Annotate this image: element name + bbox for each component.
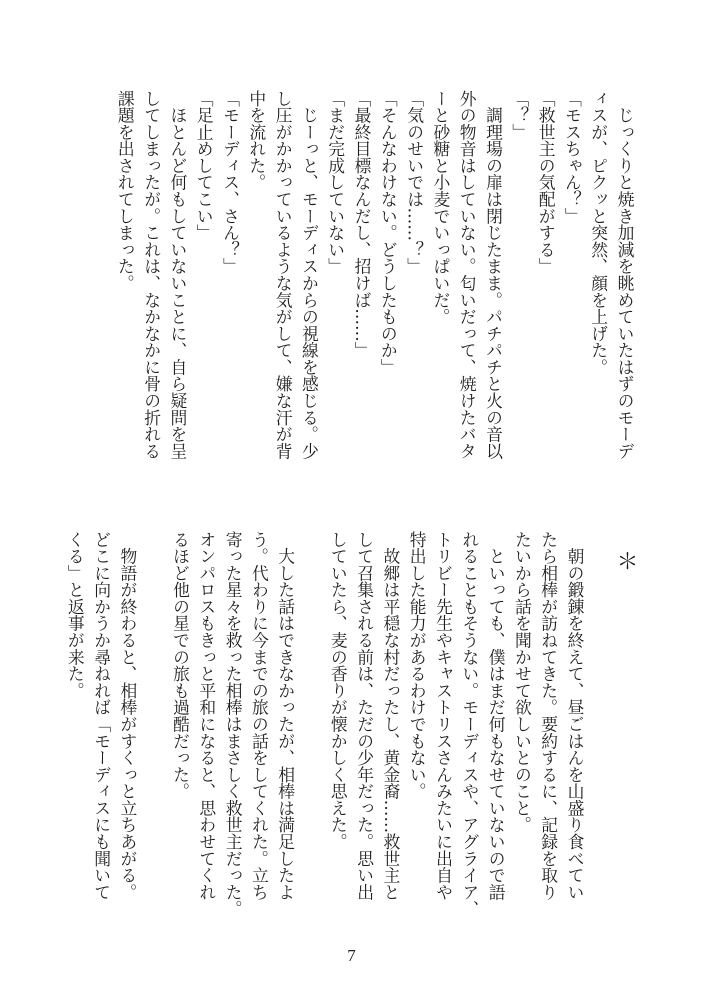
- text-column: るほど他の星での旅も過酷だった。: [170, 531, 191, 800]
- page-number: 7: [347, 946, 356, 965]
- text-column: 調理場の扉は閉じたまま。パチパチと火の音以: [483, 90, 504, 460]
- text-column: 「モスちゃん？」: [562, 90, 583, 225]
- text-column: ーと砂糖と小麦でいっぱいだ。: [430, 90, 451, 326]
- text-column: していたら、麦の香りが懐かしく思えた。: [328, 531, 349, 851]
- text-column: ほとんど何もしていないことに、自ら疑問を呈: [167, 90, 188, 460]
- text-column: 外の物音はしていない。匂いだって、焼けたバタ: [457, 90, 478, 460]
- text-column: ィスが、ピクッと突然、顔を上げた。: [588, 90, 609, 376]
- text-column: じーっと、モーディスからの視線を感じる。少: [299, 90, 320, 460]
- text-column: 朝の鍛錬を終えて、昼ごはんを山盛り食べてい: [565, 531, 585, 901]
- text-column: し圧がかかっているような気がして、嫌な汗が背: [273, 90, 294, 460]
- text-column: う。代わりに今までの旅の話をしてくれた。立ち: [249, 531, 270, 901]
- text-column: くる」と返事が来た。: [65, 531, 86, 699]
- text-column: 「気のせいでは……？」: [404, 90, 425, 275]
- text-column: たいから話を聞かせて欲しいとのこと。: [512, 531, 533, 834]
- text-column: 「そんなわけない。どうしたものか」: [378, 90, 399, 376]
- text-column: 寄った星々を救った相棒はまさしく救世主だった。: [223, 531, 244, 918]
- text-column: れることもそうない。モーディスや、アグライア、: [459, 531, 480, 918]
- text-column: といっても、僕はまだ何もなせていないので語: [486, 531, 507, 901]
- text-column: 「？」: [509, 90, 530, 141]
- text-column: たら相棒が訪ねてきた。要約するに、記録を取り: [538, 531, 559, 901]
- scene-break-asterisk: ＊: [613, 550, 638, 572]
- text-column: 「足止めしてこい」: [194, 90, 215, 242]
- text-column: 故郷は平穏な村だったし、黄金裔……救世主と: [380, 531, 401, 901]
- text-column: 物語が終わると、相棒がすくっと立ちあがる。: [117, 531, 138, 901]
- text-column: 特出した能力があるわけでもない。: [407, 531, 428, 800]
- text-column: オンパロスもきっと平和になると、思わせてくれ: [196, 531, 217, 901]
- text-column: じっくりと焼き加減を眺めていたはずのモーデ: [615, 90, 635, 460]
- text-column: 「モーディス、さん？」: [220, 90, 241, 275]
- text-column: 「最終目標なんだし、招けば……」: [352, 90, 372, 359]
- text-column: して召集される前は、ただの少年だった。思い出: [354, 531, 375, 901]
- text-column: 大した話はできなかったが、相棒は満足したよ: [275, 531, 296, 901]
- text-column: 「救世主の気配がする」: [536, 90, 557, 275]
- text-column: 課題を出されてしまった。: [115, 90, 136, 292]
- text-column: 中を流れた。: [246, 90, 267, 191]
- text-column: 「まだ完成していない」: [325, 90, 346, 275]
- text-column: トリビー先生やキャストリスさんみたいに出自や: [433, 531, 454, 901]
- text-column: してしまったが。これは、なかなかに骨の折れる: [141, 90, 162, 460]
- text-column: どこに向かうか尋ねれば「モーディスにも聞いて: [91, 531, 112, 901]
